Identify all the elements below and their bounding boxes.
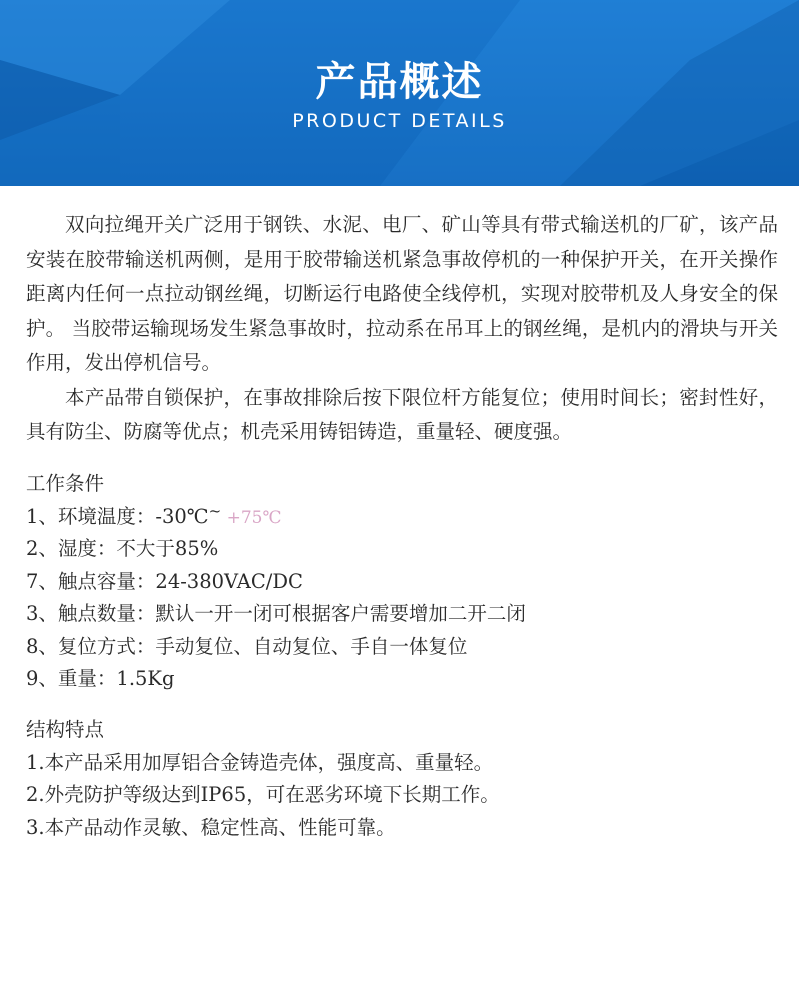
condition-extra: +75℃ — [221, 507, 282, 528]
working-conditions-section — [26, 468, 778, 696]
section-heading: 工作条件 — [26, 472, 105, 495]
page-subtitle: PRODUCT DETAILS — [292, 110, 507, 132]
description-paragraph-1: 双向拉绳开关广泛用于钢铁、水泥、电厂、矿山等具有带式输送机的厂矿，该产品安装在胶带输送机两侧，是用于胶带输送机紧急事故停机的一种保护开关，在开关操作距离内任何一点拉动钢丝绳，切断运行电路使全线停机，实现对胶带机及人身安全的保护。 当胶带运输现场发生紧急事故时，拉动系在吊耳上的钢丝绳，是机内的滑块与开关作用，发出停机信号。 — [26, 213, 778, 374]
header-banner — [0, 0, 799, 186]
condition-text: 1、环境温度：-30℃ — [26, 504, 209, 528]
structure-features-section — [26, 714, 778, 844]
list-item: 2.外壳防护等级达到IP65，可在恶劣环境下长期工作。 — [26, 783, 500, 806]
tilde-mark: ~ — [208, 501, 222, 520]
list-item: 3、触点数量：默认一开一闭可根据客户需要增加二开二闭 — [26, 602, 526, 625]
list-item — [26, 501, 778, 534]
list-item: 8、复位方式：手动复位、自动复位、手自一体复位 — [26, 634, 468, 658]
list-item: 7、触点容量：24-380VAC/DC — [26, 569, 303, 593]
list-item: 9、重量：1.5Kg — [26, 667, 175, 690]
page-title: 产品概述 — [315, 59, 484, 105]
section-heading: 结构特点 — [26, 718, 105, 741]
description-paragraph-2: 本产品带自锁保护，在事故排除后按下限位杆方能复位；使用时间长；密封性好，具有防尘、防腐等优点；机壳采用铸铝铸造，重量轻、硬度强。 — [26, 385, 778, 443]
list-item: 1.本产品采用加厚铝合金铸造壳体，强度高、重量轻。 — [26, 750, 494, 774]
product-description — [26, 208, 778, 450]
list-item: 2、湿度：不大于85% — [26, 537, 219, 560]
list-item: 3.本产品动作灵敏、稳定性高、性能可靠。 — [26, 815, 396, 839]
